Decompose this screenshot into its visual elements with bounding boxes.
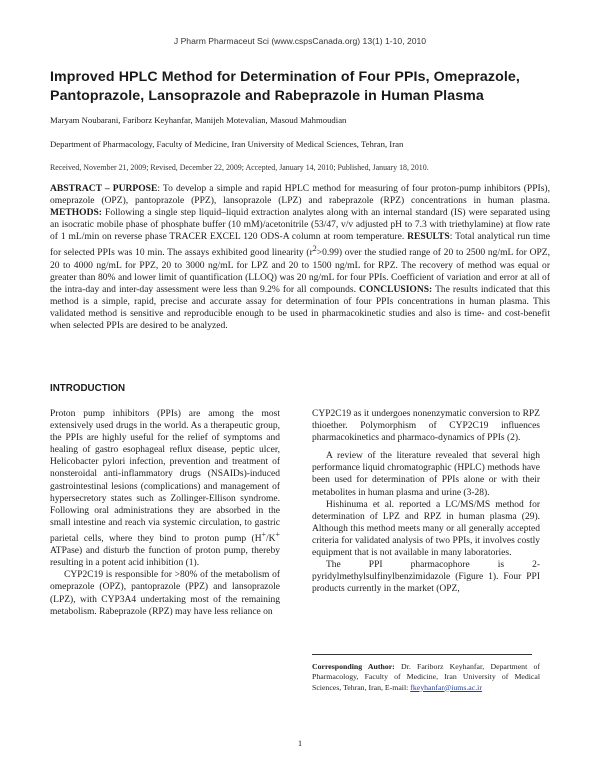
intro-paragraph-6: The PPI pharmacophore is 2-pyridylmethylsulfinylbenzimidazole (Figure 1). Four PPI products currently in the market (OPZ, — [312, 560, 540, 595]
intro-paragraph-2: CYP2C19 is responsible for >80% of the metabolism of omeprazole (OPZ), pantoprazole (PPZ) and lansoprazole (LPZ), with CYP3A4 undertaking most of the remaining metabolism. Rabeprazole (RPZ) may have less reliance on — [50, 570, 280, 617]
corresponding-author-footnote — [312, 662, 540, 693]
intro-superscript-2: + — [275, 529, 280, 539]
intro-paragraph-3: CYP2C19 as it undergoes nonenzymatic conversion to RPZ thioether. Polymorphism of CYP2C19 influences pharmacokinetics and pharmaco-dynamics of PPIs (2). — [312, 409, 540, 444]
abstract — [50, 183, 550, 332]
intro-paragraph-1-part-a: Proton pump inhibitors (PPIs) are among the most extensively used drugs in the world. As a therapeutic group, the PPIs are highly useful for the relief of symptoms and healing of gastro esophageal reflux disease, peptic ulcer, Helicobacter pylori infection, prevention and treatment of nonsteroidal anti-inflammatory drugs (NSAIDs)-induced gastrointestinal lesions (complications) and management of hypersecretory states such as Zollinger-Ellison syndrome. Following oral administrations they are absorbed in the small intestine and reach via systemic circulation, to gastric parietal cells, where they bind to proton pump (H — [50, 409, 280, 545]
publication-dates: Received, November 21, 2009; Revised, December 22, 2009; Accepted, January 14, 2010; Published, January 18, 2010. — [50, 163, 429, 172]
abstract-conclusions-text: The results indicated that this method is a simple, rapid, precise and accurate assay for determination of four PPIs concentrations in human plasma. This validated method is sensitive and reproducible enough to be used in pharmacokinetic studies and also is time- and cost-benefit when selected PPIs are desired to be analyzed. — [50, 283, 550, 332]
abstract-methods-label: METHODS: — [50, 207, 102, 219]
abstract-conclusions-label: CONCLUSIONS: — [359, 283, 433, 295]
intro-paragraph-5: Hishinuma et al. reported a LC/MS/MS method for determination of LPZ and RPZ in human plasma (29). Although this method meets many or all generally accepted criteria for validated analysis of two PPIs, it involves costly equipment that is not available in many laboratories. — [312, 499, 540, 559]
intro-paragraph-1-mid: /K — [266, 534, 276, 545]
intro-paragraph-1 — [50, 408, 280, 569]
intro-paragraph-4: A review of the literature revealed that several high performance liquid chromatographic (HPLC) methods have been used for determination of PPIs alone or with their metabolites in human plasma and urine (3-28). — [312, 451, 540, 498]
running-header: J Pharm Pharmaceut Sci (www.cspsCanada.org) 13(1) 1-10, 2010 — [173, 36, 427, 46]
paper-title: Improved HPLC Method for Determination of Four PPIs, Omeprazole, Pantoprazole, Lansoprazole and Rabeprazole in Human Plasma — [50, 69, 520, 104]
left-column — [50, 408, 280, 618]
intro-superscript-1: + — [261, 529, 267, 539]
abstract-results-text-2: >0.99) over the studied range of 20 to 2500 ng/mL for OPZ, 20 to 4000 ng/mL for PPZ, 20 to 3000 ng/mL for LPZ and 20 to 1500 ng/mL for RPZ. The recovery of method was equal or greater than 80% and lower limit of quantification (LLOQ) was 20 ng/mL for four PPIs. Coefficient of variation and error at all of the intra-day and inter-day assessment were less than 9.2% for all compounds. — [50, 247, 550, 295]
abstract-results-text-1: : Total analytical run time for selected PPIs was 10 min. The assays exhibited good linearity (r — [50, 231, 550, 259]
abstract-purpose-text: : To develop a simple and rapid HPLC method for measuring of four proton-pump inhibitors (PPIs), omeprazole (OPZ), pantoprazole (PPZ), lansoprazole (LPZ) and rabeprazole (RPZ) concentrations in human plasma. — [50, 183, 550, 207]
author-list: Maryam Noubarani, Fariborz Keyhanfar, Manijeh Motevalian, Masoud Mahmoudian — [50, 115, 347, 125]
right-column — [312, 408, 540, 595]
intro-paragraph-1-part-b: ATPase) and disturb the function of proton pump, thereby resulting in a potent acid inhibition (1). — [50, 546, 280, 569]
section-heading-introduction: INTRODUCTION — [50, 383, 126, 394]
footnote-label: Corresponding Author: — [312, 662, 395, 671]
footnote-divider — [312, 654, 532, 655]
author-email-link[interactable]: fkeyhanfar@iums.ac.ir — [410, 682, 482, 692]
page-number: 1 — [297, 738, 303, 748]
footnote-text: Dr. Fariborz Keyhanfar, Department of Pharmacology, Faculty of Medicine, Iran University of Medical Sciences, Tehran, Iran, E-mail: — [312, 662, 540, 692]
affiliation: Department of Pharmacology, Faculty of Medicine, Iran University of Medical Sciences, Tehran, Iran — [50, 139, 404, 149]
abstract-results-label: RESULTS — [407, 231, 450, 243]
abstract-purpose-label: ABSTRACT – PURPOSE — [50, 183, 158, 194]
abstract-results-superscript: 2 — [312, 244, 317, 254]
abstract-methods-text: Following a single step liquid–liquid extraction analytes along with an internal standard (IS) were separated using an isocratic mobile phase of phosphate buffer (10 mM)/acetonitrile (53/47, v/v adjusted pH to 7.3 with triethylamine) at flow rate of 1 mL/min on reverse phase TRACER EXCEL 120 ODS-A column at room temperature. — [50, 207, 550, 243]
